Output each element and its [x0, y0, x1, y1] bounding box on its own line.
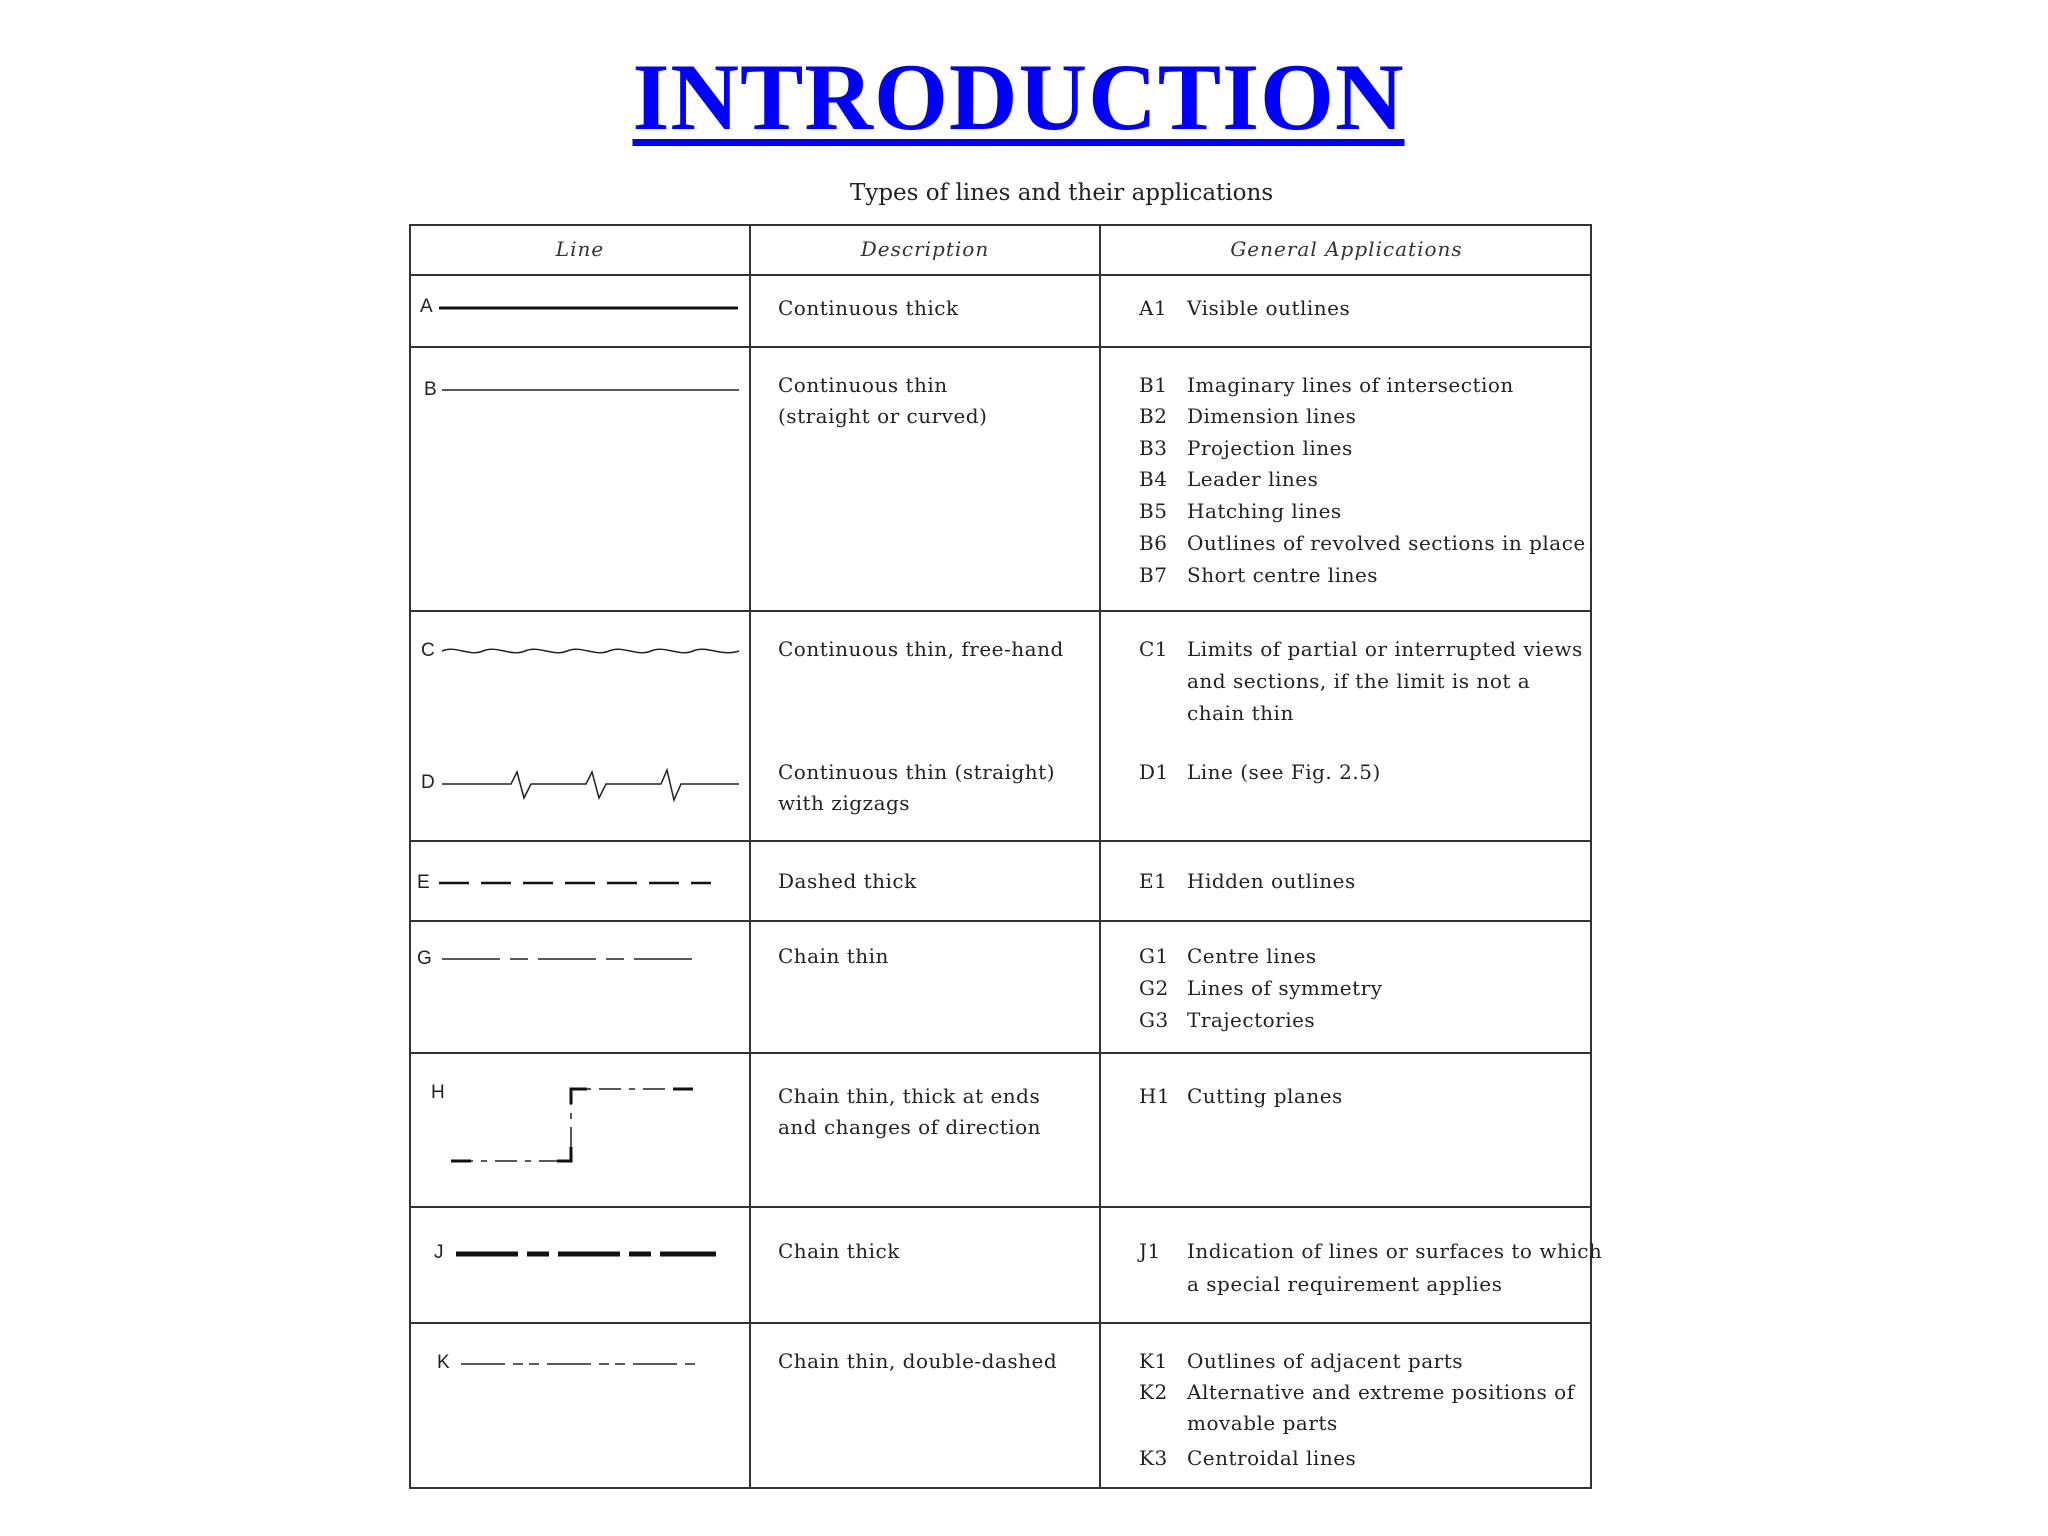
app-text: Visible outlines [1187, 296, 1351, 320]
app-code: G3 [1139, 1008, 1169, 1032]
header-applications: General Applications [1230, 237, 1463, 261]
app-code: J1 [1139, 1239, 1161, 1263]
app-code: B5 [1139, 499, 1168, 523]
line-letter-a: A [420, 296, 433, 317]
header-line: Line [555, 237, 605, 261]
line-letter-k: K [437, 1352, 450, 1373]
app-text: Limits of partial or interrupted views [1187, 637, 1583, 661]
app-text: Short centre lines [1187, 563, 1379, 587]
app-text: Hidden outlines [1187, 869, 1356, 893]
app-code: C1 [1139, 637, 1169, 661]
app-code: K3 [1139, 1446, 1168, 1470]
app-item [1139, 666, 1579, 697]
app-item [1139, 1005, 1579, 1036]
description-e: Dashed thick [778, 869, 917, 893]
app-item [1139, 1346, 1579, 1377]
app-item [1139, 1269, 1579, 1300]
app-list-k [1139, 1346, 1579, 1476]
app-text: Projection lines [1187, 436, 1353, 460]
app-item [1139, 1377, 1579, 1408]
app-list-a [1139, 293, 1579, 324]
app-code: B1 [1139, 373, 1168, 397]
app-item [1139, 634, 1583, 665]
app-text: Cutting planes [1187, 1084, 1343, 1108]
app-code: B4 [1139, 467, 1168, 491]
app-list-e [1139, 866, 1579, 897]
app-code: G2 [1139, 976, 1169, 1000]
description-d: Continuous thin (straight) with zigzags [778, 760, 1056, 815]
app-code: K2 [1139, 1380, 1168, 1404]
sample-cutting-plane-corner [571, 1089, 587, 1104]
app-text: Centroidal lines [1187, 1446, 1357, 1470]
line-letter-b: B [424, 379, 437, 400]
app-item [1139, 401, 1579, 432]
header-description: Description [860, 237, 990, 261]
table-caption: Types of lines and their applications [850, 180, 1274, 206]
line-letter-h: H [431, 1082, 445, 1103]
app-text: Dimension lines [1187, 404, 1357, 428]
app-code: E1 [1139, 869, 1168, 893]
app-text: Outlines of adjacent parts [1187, 1349, 1463, 1373]
app-text: a special requirement applies [1187, 1272, 1503, 1296]
app-item [1139, 941, 1579, 972]
app-item [1139, 433, 1579, 464]
app-text: movable parts [1187, 1411, 1338, 1435]
app-list-j [1139, 1236, 1603, 1300]
app-text: Alternative and extreme positions of [1187, 1380, 1575, 1404]
app-text: Centre lines [1187, 944, 1317, 968]
app-list-c [1139, 634, 1583, 730]
page-title: INTRODUCTION [632, 44, 1405, 150]
app-item [1139, 1443, 1579, 1474]
app-code: A1 [1139, 296, 1168, 320]
line-letter-e: E [417, 872, 430, 893]
description-c: Continuous thin, free-hand [778, 637, 1064, 661]
app-item [1139, 496, 1579, 527]
app-text: Lines of symmetry [1187, 976, 1383, 1000]
line-samples [411, 226, 749, 1486]
app-list-g [1139, 941, 1579, 1037]
app-code: H1 [1139, 1084, 1171, 1108]
app-item [1139, 528, 1586, 559]
app-list-b [1139, 370, 1586, 590]
app-text: Leader lines [1187, 467, 1319, 491]
app-item [1139, 973, 1579, 1004]
app-text: Imaginary lines of intersection [1187, 373, 1514, 397]
app-text: and sections, if the limit is not a [1187, 669, 1531, 693]
app-text: Outlines of revolved sections in place [1187, 531, 1586, 555]
app-text: chain thin [1187, 701, 1294, 725]
app-code: B7 [1139, 563, 1168, 587]
app-item [1139, 1236, 1603, 1267]
description-b: Continuous thin (straight or curved) [778, 373, 988, 428]
app-list-h [1139, 1081, 1579, 1112]
app-item [1139, 370, 1579, 401]
description-k: Chain thin, double-dashed [778, 1349, 1058, 1373]
description-j: Chain thick [778, 1239, 900, 1263]
line-letter-d: D [421, 772, 435, 793]
app-list-d [1139, 757, 1579, 788]
app-code: B6 [1139, 531, 1168, 555]
column-divider [1099, 226, 1101, 1487]
sample-freehand [442, 649, 739, 652]
line-types-table [409, 224, 1603, 1489]
description-a: Continuous thick [778, 296, 959, 320]
app-code: B3 [1139, 436, 1168, 460]
column-divider [749, 226, 751, 1487]
line-letter-j: J [434, 1242, 444, 1263]
app-item [1139, 698, 1579, 729]
app-text: Line (see Fig. 2.5) [1187, 760, 1381, 784]
description-h: Chain thin, thick at ends and changes of direction [778, 1084, 1042, 1139]
app-item [1139, 464, 1579, 495]
line-letter-c: C [421, 640, 435, 661]
app-code: B2 [1139, 404, 1168, 428]
app-code: K1 [1139, 1349, 1168, 1373]
app-text: Hatching lines [1187, 499, 1342, 523]
app-code: G1 [1139, 944, 1169, 968]
app-item [1139, 560, 1579, 591]
app-text: Trajectories [1187, 1008, 1316, 1032]
app-code: D1 [1139, 760, 1169, 784]
app-text: Indication of lines or surfaces to which [1187, 1239, 1603, 1263]
line-letter-g: G [417, 948, 432, 969]
sample-zigzag [442, 770, 739, 800]
sample-cutting-plane-corner [557, 1147, 571, 1161]
description-g: Chain thin [778, 944, 889, 968]
app-item [1139, 1408, 1579, 1439]
